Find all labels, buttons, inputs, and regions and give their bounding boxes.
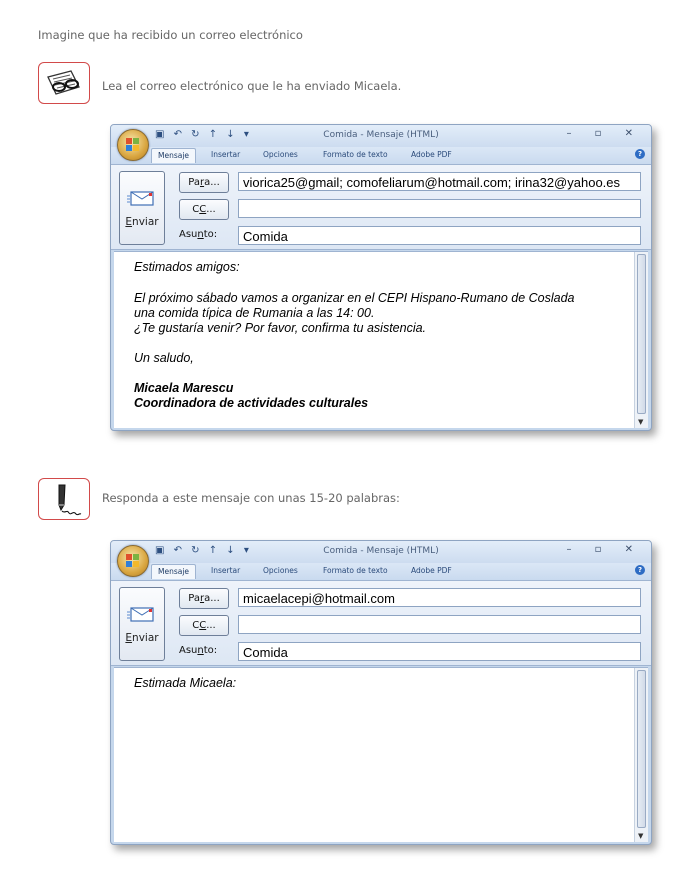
body-line-2: una comida típica de Rumania a las 14: 00. [134, 306, 375, 320]
quick-access-toolbar[interactable]: ▣ ↶ ↻ ↑ ↓ ▾ [155, 545, 252, 556]
instruction-write-text: Responda a este mensaje con unas 15-20 palabras: [102, 491, 400, 505]
signature-role: Coordinadora de actividades culturales [134, 396, 369, 410]
cc-button[interactable]: CC... [179, 199, 229, 220]
window-controls[interactable]: – ▫ ✕ [566, 128, 643, 139]
office-logo-icon [126, 554, 140, 568]
ribbon-tabs [111, 147, 651, 165]
body-line-1: El próximo sábado vamos a organizar en el CEPI Hispano-Rumano de Coslada [134, 291, 575, 305]
tab-adobe-pdf[interactable]: Adobe PDF [411, 150, 452, 159]
send-label: Enviar [125, 216, 159, 228]
pen-writing-icon [38, 478, 90, 520]
tab-opciones[interactable]: Opciones [263, 566, 298, 575]
message-header [111, 581, 651, 666]
tab-insertar[interactable]: Insertar [211, 150, 241, 159]
tab-formato-texto[interactable]: Formato de texto [323, 150, 388, 159]
title-bar [111, 125, 651, 147]
tab-opciones[interactable]: Opciones [263, 150, 298, 159]
envelope-icon [127, 188, 157, 208]
quick-access-toolbar[interactable]: ▣ ↶ ↻ ↑ ↓ ▾ [155, 129, 252, 140]
ribbon-tabs [111, 563, 651, 581]
tab-insertar[interactable]: Insertar [211, 566, 241, 575]
send-button[interactable] [119, 587, 165, 661]
body-greeting: Estimada Micaela: [134, 676, 237, 690]
body-line-3: ¿Te gustaría venir? Por favor, confirma tu asistencia. [134, 321, 427, 335]
message-body-text [134, 676, 624, 691]
scroll-thumb[interactable] [637, 670, 646, 828]
cc-field[interactable] [238, 615, 641, 634]
tab-formato-texto[interactable]: Formato de texto [323, 566, 388, 575]
scroll-down-arrow-icon[interactable]: ▼ [638, 832, 644, 840]
message-body[interactable] [114, 251, 648, 428]
envelope-icon [127, 604, 157, 624]
subject-label: Asunto: [179, 645, 218, 656]
to-field[interactable]: viorica25@gmail; comofeliarum@hotmail.com; irina32@yahoo.es [238, 172, 641, 191]
message-body-text [134, 260, 624, 411]
office-button[interactable] [117, 129, 149, 161]
tab-adobe-pdf[interactable]: Adobe PDF [411, 566, 452, 575]
subject-field[interactable]: Comida [238, 226, 641, 245]
title-bar [111, 541, 651, 563]
to-field[interactable]: micaelacepi@hotmail.com [238, 588, 641, 607]
message-body[interactable] [114, 667, 648, 842]
window-title: Comida - Mensaje (HTML) [323, 546, 439, 556]
window-title: Comida - Mensaje (HTML) [323, 130, 439, 140]
body-greeting: Estimados amigos: [134, 260, 240, 274]
send-label: Enviar [125, 632, 159, 644]
instruction-read-text: Lea el correo electrónico que le ha enviado Micaela. [102, 79, 402, 93]
send-button[interactable] [119, 171, 165, 245]
email-window-reply [110, 540, 652, 845]
subject-field[interactable]: Comida [238, 642, 641, 661]
cc-button[interactable]: CC... [179, 615, 229, 636]
tab-mensaje[interactable]: Mensaje [151, 564, 196, 579]
cc-field[interactable] [238, 199, 641, 218]
scroll-thumb[interactable] [637, 254, 646, 414]
vertical-scrollbar[interactable] [634, 252, 648, 428]
to-button[interactable]: Para... [179, 172, 229, 193]
intro-text: Imagine que ha recibido un correo electrónico [38, 28, 303, 42]
email-window-received [110, 124, 652, 431]
scroll-down-arrow-icon[interactable]: ▼ [638, 418, 644, 426]
body-closing: Un saludo, [134, 351, 194, 365]
help-icon[interactable]: ? [635, 565, 645, 575]
to-button[interactable]: Para... [179, 588, 229, 609]
signature-name: Micaela Marescu [134, 381, 234, 395]
tab-mensaje[interactable]: Mensaje [151, 148, 196, 163]
subject-label: Asunto: [179, 229, 218, 240]
reading-glasses-icon [38, 62, 90, 104]
office-logo-icon [126, 138, 140, 152]
message-header [111, 165, 651, 250]
help-icon[interactable]: ? [635, 149, 645, 159]
window-controls[interactable]: – ▫ ✕ [566, 544, 643, 555]
office-button[interactable] [117, 545, 149, 577]
vertical-scrollbar[interactable] [634, 668, 648, 842]
